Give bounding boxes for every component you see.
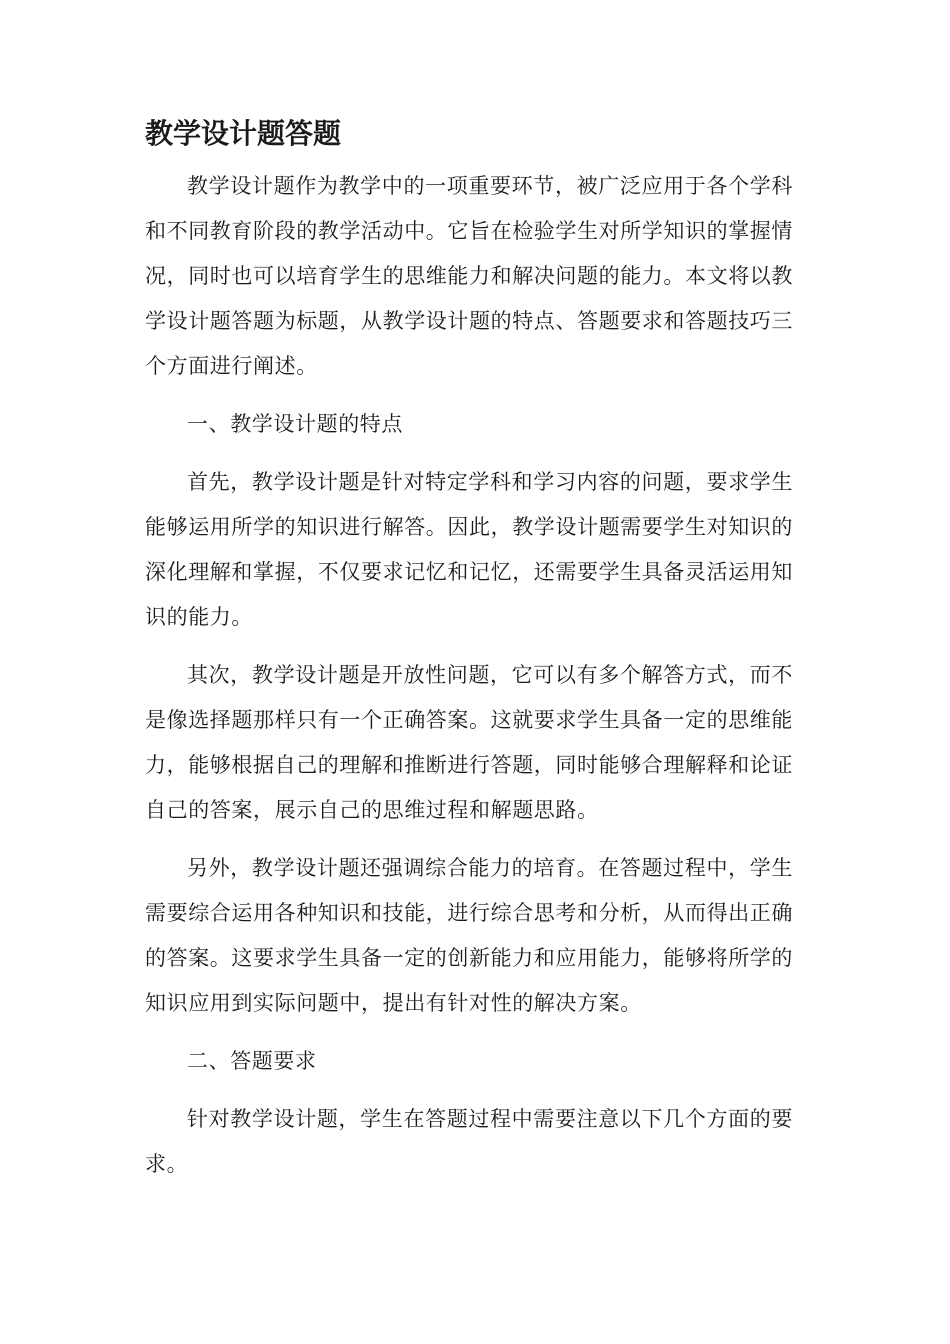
document-content [145,112,793,1200]
paragraph-requirements-intro: 针对教学设计题，学生在答题过程中需要注意以下几个方面的要求。 [145,1107,793,1176]
section-heading-requirements: 二、答题要求 [187,1049,317,1073]
paragraph-third-point: 另外，教学设计题还强调综合能力的培育。在答题过程中，学生需要综合运用各种知识和技能，进行综合思考和分析，从而得出正确的答案。这要求学生具备一定的创新能力和应用能力，能够将所学的知识应用到实际问题中，提出有针对性的解决方案。 [145,856,793,1015]
document-title: 教学设计题答题 [145,117,342,150]
paragraph-first-point: 首先，教学设计题是针对特定学科和学习内容的问题，要求学生能够运用所学的知识进行解答。因此，教学设计题需要学生对知识的深化理解和掌握，不仅要求记忆和记忆，还需要学生具备灵活运用知识的能力。 [145,470,793,629]
section-heading-features: 一、教学设计题的特点 [187,412,403,436]
intro-paragraph: 教学设计题作为教学中的一项重要环节，被广泛应用于各个学科和不同教育阶段的教学活动中。它旨在检验学生对所学知识的掌握情况，同时也可以培育学生的思维能力和解决问题的能力。本文将以教学设计题答题为标题，从教学设计题的特点、答题要求和答题技巧三个方面进行阐述。 [145,174,793,378]
paragraph-second-point: 其次，教学设计题是开放性问题，它可以有多个解答方式，而不是像选择题那样只有一个正确答案。这就要求学生具备一定的思维能力，能够根据自己的理解和推断进行答题，同时能够合理解释和论证自己的答案，展示自己的思维过程和解题思路。 [145,663,793,822]
